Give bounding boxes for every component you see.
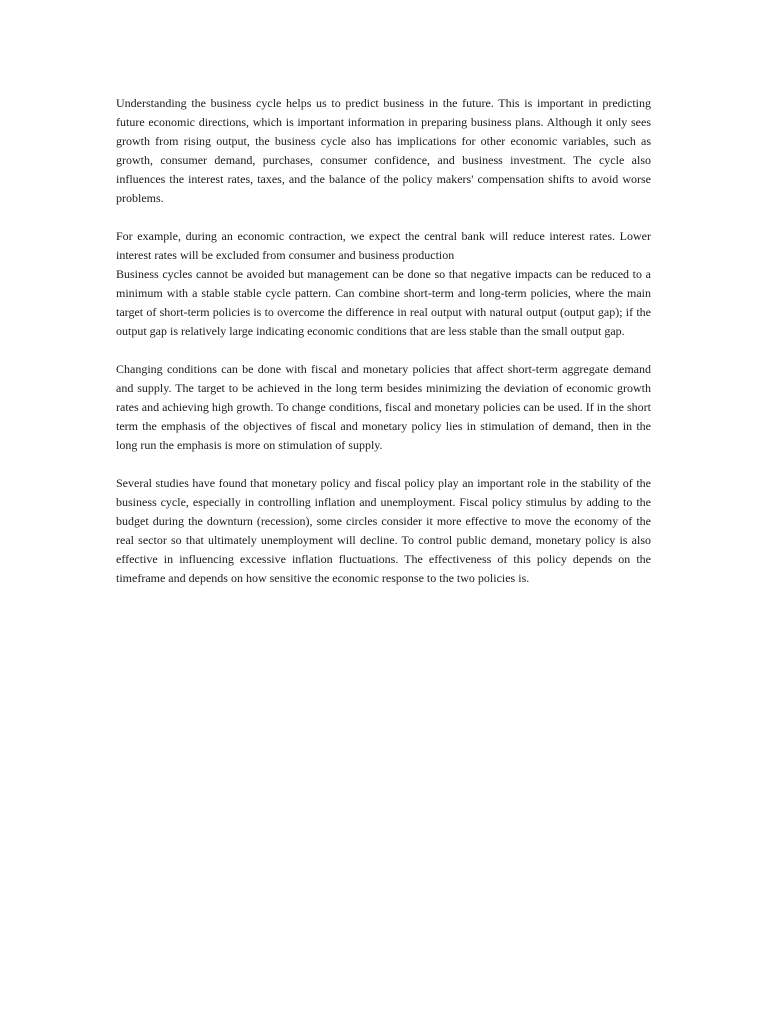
paragraph-cycle-management: Business cycles cannot be avoided but management can be done so that negative impacts can be reduced to a minimum with a stable stable cycle pattern. Can combine short-term and long-term policies, where the main target of short-term policies is to overcome the difference in real output with natural output (output gap); if the output gap is relatively large indicating economic conditions that are less stable than the small output gap. bbox=[116, 267, 651, 338]
paragraph-policy-studies: Several studies have found that monetary policy and fiscal policy play an important role in the stability of the business cycle, especially in controlling inflation and unemployment. Fiscal policy stimulus by adding to the budget during the downturn (recession), some circles consider it more effective to move the economy of the real sector so that ultimately unemployment will decline. To control public demand, monetary policy is also effective in influencing excessive inflation fluctuations. The effectiveness of this policy depends on the timeframe and depends on how sensitive the economic response to the two policies is. bbox=[116, 476, 651, 585]
paragraph-contraction-example: For example, during an economic contraction, we expect the central bank will reduce interest rates. Lower interest rates will be excluded from consumer and business production bbox=[116, 229, 651, 262]
paragraph-fiscal-monetary-policies: Changing conditions can be done with fiscal and monetary policies that affect short-term aggregate demand and supply. The target to be achieved in the long term besides minimizing the deviation of economic growth rates and achieving high growth. To change conditions, fiscal and monetary policies can be used. If in the short term the emphasis of the objectives of fiscal and monetary policy lies in stimulation of demand, then in the long run the emphasis is more on stimulation of supply. bbox=[116, 362, 651, 452]
paragraph-business-cycle-intro: Understanding the business cycle helps us to predict business in the future. This is important in predicting future economic directions, which is important information in preparing business plans. Although it only sees growth from rising output, the business cycle also has implications for other economic variables, such as growth, consumer demand, purchases, consumer confidence, and business investment. The cycle also influences the interest rates, taxes, and the balance of the policy makers' compensation shifts to avoid worse problems. bbox=[116, 96, 651, 205]
document-body bbox=[116, 94, 651, 588]
